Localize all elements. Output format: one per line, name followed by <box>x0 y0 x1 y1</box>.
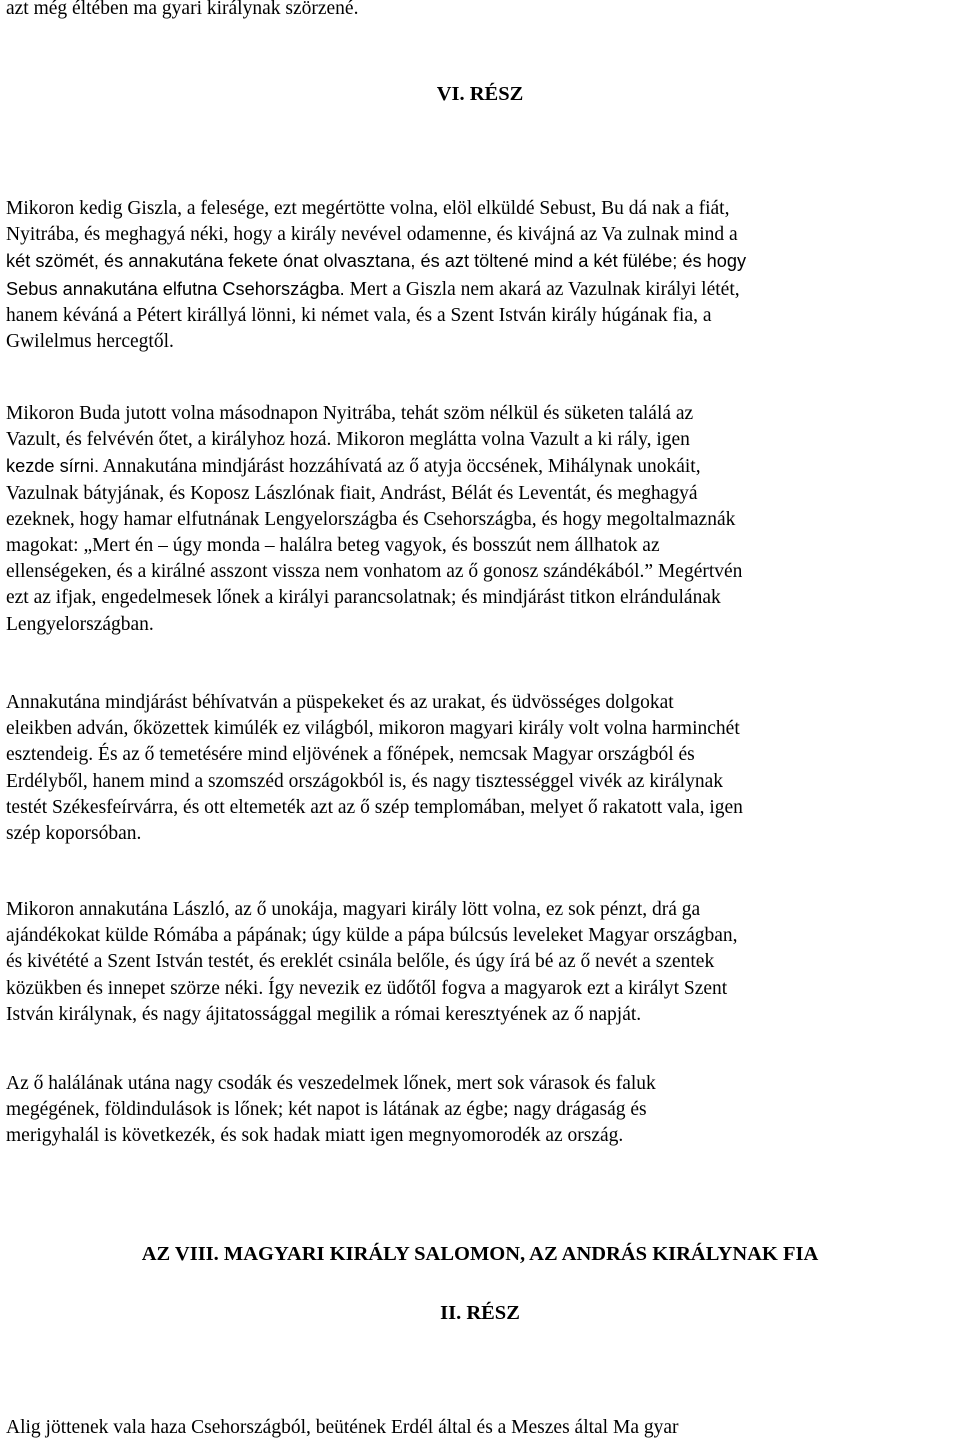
text-line: Mikoron kedig Giszla, a felesége, ezt megértötte volna, elöl elküldé Sebust, Bu dá nak a fiát, <box>6 198 730 219</box>
text-line: ajándékokat külde Rómába a pápának; úgy külde a pápa búlcsús leveleket Magyar országban, <box>6 925 738 947</box>
text-line: szép koporsóban. <box>6 823 142 845</box>
text-line: ezeknek, hogy hamar elfutnának Lengyelországba és Csehországba, és hogy megoltalmaznák <box>6 508 736 530</box>
text-line: Mikoron annakutána László, az ő unokája, magyari király lött volna, ez sok pénzt, drá ga <box>6 899 701 920</box>
text-line: Az ő halálának utána nagy csodák és veszedelmek lőnek, mert sok várasok és faluk <box>6 1073 656 1094</box>
text-line: ellenségeken, és a királné asszont vissza nem vonhatom az ő gonosz szándékából.” Megértvén <box>6 561 743 583</box>
paragraph-5 <box>6 1071 960 1150</box>
paragraph-2 <box>6 401 960 638</box>
text-line <box>6 453 960 480</box>
paragraph-4 <box>6 897 960 1028</box>
text-line: Lengyelországban. <box>6 613 154 635</box>
text-line: hanem kéváná a Pétert királlyá lönni, ki német vala, és a Szent István király húgának fia, a <box>6 304 712 326</box>
text-run: Mikoron meglátta volna Vazult a ki rály, igen <box>331 429 690 451</box>
text-line: Alig jöttenek vala haza Csehországból, beütének Erdél által és a Meszes által Ma gyar <box>6 1417 679 1438</box>
text-line: megégének, földindulások is lőnek; két napot is látának az égbe; nagy drágaság és <box>6 1099 647 1121</box>
text-line: Erdélyből, hanem mind a szomszéd országokból is, és nagy tisztességgel vivék az királynak <box>6 770 723 792</box>
text-line: és kivétété a Szent István testét, és ereklét csinála belőle, és úgy írá bé az ő nevét a szentek <box>6 951 715 973</box>
text-line <box>6 248 960 275</box>
text-run: Annakutána mindjárást hozzáhívatá az ő atyja öccsének, Mihálynak unokáit, <box>99 456 701 478</box>
text-line: István királynak, és nagy ájitatossággal megilik a római keresztyének az ő napját. <box>6 1003 642 1025</box>
text-run: két szömét, és annakutána fekete ónat olvasztana, és azt töltené mind a két fülébe; és hogy <box>6 251 747 272</box>
text-line: ezt az ifjak, engedelmesek lőnek a királyi parancsolatnak; és mindjárást titkon elrándulának <box>6 587 721 609</box>
text-run: Vazult, és felvévén őtet, a királyhoz hozá. <box>6 429 332 451</box>
text-run: Mert a Giszla nem akará az Vazulnak királyi létét, <box>344 278 740 300</box>
text-line: közükben és innepet szörze néki. Így nevezik ez üdőtől fogva a magyarok ezt a királyt Szent <box>6 977 728 999</box>
text-line: esztendeig. És az ő temetésére mind eljövének a főnépek, nemcsak Magyar országból és <box>6 744 695 766</box>
text-line: Nyitrába, és meghagyá néki, hogy a király nevével odamenne, és kivájná az Va zulnak mind a <box>6 224 738 246</box>
text-line: merigyhalál is következék, és sok hadak miatt igen megnyomorodék az ország. <box>6 1125 624 1147</box>
text-line: Gwilelmus hercegtől. <box>6 331 174 353</box>
section-heading-vi: VI. RÉSZ <box>436 83 524 105</box>
text-run: kezde sírni. <box>6 456 99 477</box>
continuation-line: azt még éltében ma gyari királynak szörzené. <box>6 0 359 19</box>
text-line: magokat: „Mert én – úgy monda – halálra beteg vagyok, és bosszút nem állhatok az <box>6 535 660 557</box>
text-line: Annakutána mindjárást béhívatván a püspekeket és az urakat, és üdvösséges dolgokat <box>6 692 674 713</box>
paragraph-3 <box>6 690 960 847</box>
paragraph-1 <box>6 196 960 355</box>
text-line: Vazulnak bátyjának, és Koposz Lászlónak fiait, Andrást, Bélát és Leventát, és meghagyá <box>6 482 698 504</box>
text-run: Sebus annakutána elfutna Csehországba. <box>6 278 345 299</box>
text-line: testét Székesfeírvárra, és ott eltemeték azt az ő szép templomában, melyet ő rakatott vala, igen <box>6 796 743 818</box>
text-line: Mikoron Buda jutott volna másodnapon Nyitrába, tehát szöm nélkül és süketen találá az <box>6 403 694 424</box>
text-line <box>6 276 960 303</box>
text-line: eleikben adván, őközettek kimúlék ez világból, mikoron magyari király volt volna harminchét <box>6 718 740 740</box>
section-heading-ii: II. RÉSZ <box>440 1302 520 1324</box>
chapter-heading-viii: AZ VIII. MAGYARI KIRÁLY SALOMON, AZ ANDRÁS KIRÁLYNAK FIA <box>141 1243 819 1265</box>
text-line <box>6 427 960 453</box>
